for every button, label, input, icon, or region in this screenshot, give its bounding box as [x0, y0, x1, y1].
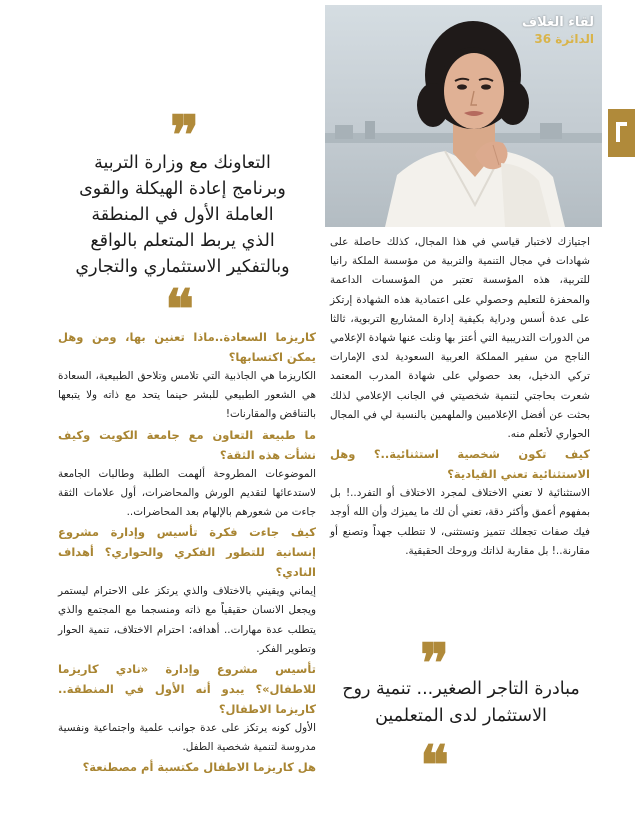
cover-photo: [325, 5, 602, 227]
pull-quote-line: وبالتفكير الاستثماري والتجاري: [75, 257, 290, 277]
interview-question: كيف جاءت فكرة تأسيس وإدارة مشروع إنسانية للتطور الفكري والحواري؟ أهداف النادي؟: [58, 525, 316, 580]
close-quote-icon: ❝: [420, 733, 450, 797]
pull-quote-line: مبادرة التاجر الصغير... تنمية روح: [342, 679, 580, 699]
brand-name: الدائرة: [555, 32, 594, 46]
interview-question: هل كاريزما الاطفال مكتسبة أم مصطنعة؟: [82, 760, 316, 775]
brand-and-page: [522, 32, 594, 46]
article-paragraph: إيماني ويقيني بالاختلاف والذي يرتكز على الاحترام ليستمر ويجعل الانسان حقيقياً مع ذاته ومنسجما مع المجتمع والذي يتطلب عدة مهارات.. أهدافه: احترام الاختلاف، تنمية الحوار وتطوير الفكر.: [58, 585, 316, 655]
pull-quote-left: [50, 150, 315, 280]
article-column-left: [58, 327, 316, 777]
pull-quote-line: العاملة الأول في المنطقة: [91, 205, 274, 225]
interview-question: كاريزما السعادة..ماذا تعنين بها، ومن وهل يمكن اكتسابها؟: [58, 330, 316, 364]
edge-tab-mark-icon: [616, 122, 627, 142]
article-column-right: [330, 233, 590, 561]
interview-question: كيف تكون شخصية استثنائية..؟ وهل الاستثنائية تعني القيادية؟: [330, 447, 590, 482]
page-number: 36: [534, 32, 552, 46]
article-paragraph: الموضوعات المطروحة ألهمت الطلبة وطالبات الجامعة لاستدعائها لتقديم الورش والمحاضرات، أول علامات الثقة جاءت من شعورهم بالإلهام بعد المحاضرات..: [58, 467, 316, 519]
page-edge-tab: [608, 109, 635, 157]
pull-quote-line: الاستثمار لدى المتعلمين: [375, 706, 547, 726]
article-paragraph: الكاريزما هي الجاذبية التي تلامس وتلاحق الطبيعية، السعادة هي الشعور الطبيعي للبشر حينما يتحد مع ذاته ولا يتبعها بالتناقض والمقارنات!: [58, 370, 316, 421]
article-paragraph: الأول كونه يرتكز على عدة جوانب علمية واجتماعية ونفسية مدروسة لتنمية شخصية الطفل.: [58, 722, 316, 754]
section-title: لقاء الغلاف: [522, 15, 594, 30]
interview-question: ما طبيعة التعاون مع جامعة الكويت وكيف نشأت هذه الثقة؟: [58, 427, 316, 462]
pull-quote-right: [330, 676, 592, 730]
article-paragraph: الاستثنائية لا تعني الاختلاف لمجرد الاختلاف أو التفرد..! بل بمفهوم أعمق وأكثر دقة، تعني أن لك ما يميزك وأن الله أوجد فيك صفات تجعلك تتميز وتستثنى، لا تتطلب جهداً وتصنع أو مقارنة..! بل مقاربة لذاتك وروحك الحقيقية.: [330, 487, 590, 557]
interview-question: تأسيس مشروع وإدارة «نادي كاريزما للاطفال»؟ يبدو أنه الأول في المنطقة.. كاريزما الاطفال؟: [58, 662, 316, 717]
article-paragraph: اجتيازك لاختبار قياسي في هذا المجال، كذلك حاصلة على شهادات في مجال التنمية والتربية من مؤسسة الملكة رانيا للتربية، هذه المؤسسة تعتبر من المؤسسات الداعمة والمحفزة للتعليم وحصولي على اعتمادية هذه الشهادة إرتكز على عدة أسس ودراية بكيفية إدارة المشاريع التربوية، ثالثا من الدورات التدريبية التي أعتز بها ونلت عنها شهادة الإعلامي الناجح من سفير المملكة العربية السعودية لدى الإمارات تركي الدخيل، بعد حصولي على شهادة المدرب المعتمد شعرت بحاجتي لتنمية شخصيتي في الجانب الإعلامي لذلك بحثت عن أفضل الإعلاميين والملهمين بالنسبة لي في المجال الحواري لأتعلم منه.: [330, 236, 590, 441]
open-quote-icon: ❞: [170, 103, 200, 167]
pull-quote-line: الذي يربط المتعلم بالواقع: [90, 231, 275, 251]
section-label: [522, 15, 594, 46]
pull-quote-line: التعاونك مع وزارة التربية: [94, 153, 271, 173]
pull-quote-line: وبرنامج إعادة الهيكلة والقوى: [79, 179, 286, 199]
open-quote-icon: ❞: [420, 631, 450, 695]
close-quote-icon: ❝: [165, 277, 195, 341]
